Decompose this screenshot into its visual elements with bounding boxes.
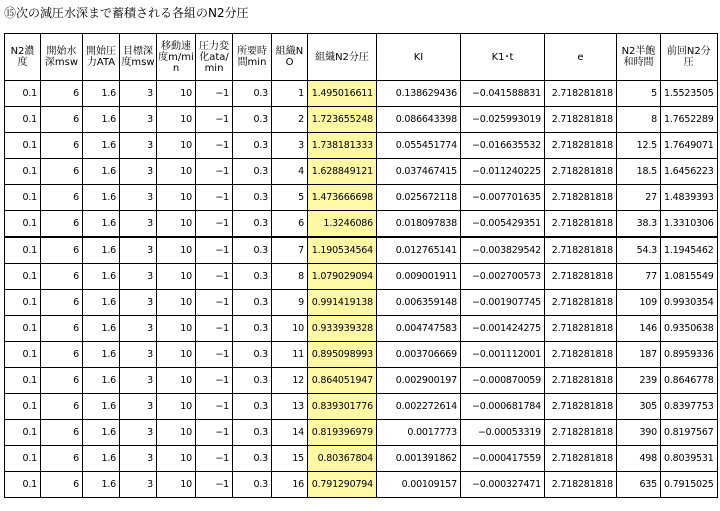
table-cell[interactable]: 0.004747583 — [377, 316, 461, 342]
table-cell[interactable]: 0.8039531 — [661, 446, 718, 472]
table-cell[interactable]: 7 — [272, 237, 308, 264]
sheet-title: ⑮次の減圧水深まで蓄積される各組のN2分圧 — [4, 6, 249, 20]
table-cell[interactable]: 0.1 — [5, 211, 41, 238]
table-cell[interactable]: 10 — [157, 211, 196, 238]
table-cell[interactable]: 6 — [41, 159, 83, 185]
table-cell[interactable]: 1.6 — [83, 133, 120, 159]
table-row — [5, 211, 718, 238]
table-cell[interactable]: 10 — [157, 264, 196, 290]
table-cell[interactable]: 3 — [272, 133, 308, 159]
table-cell[interactable]: −1 — [196, 211, 233, 238]
table-cell[interactable]: 0.3 — [233, 446, 272, 472]
table-cell[interactable]: 0.819396979 — [308, 420, 377, 446]
table-cell[interactable]: 2.718281818 — [545, 368, 617, 394]
table-row — [5, 446, 718, 472]
table-cell[interactable]: 1.473666698 — [308, 185, 377, 211]
header-travel-rate: 移動速度m/min — [157, 34, 196, 81]
table-cell[interactable]: 0.9350638 — [661, 316, 718, 342]
table-cell[interactable]: 0.3 — [233, 133, 272, 159]
table-cell[interactable]: 0.1 — [5, 185, 41, 211]
table-cell[interactable]: −0.000417559 — [461, 446, 545, 472]
table-cell[interactable]: 77 — [617, 264, 661, 290]
table-cell[interactable]: 6 — [41, 290, 83, 316]
table-cell[interactable]: 27 — [617, 185, 661, 211]
table-cell[interactable]: 0.3 — [233, 237, 272, 264]
table-cell[interactable]: 11 — [272, 342, 308, 368]
table-cell[interactable]: −0.003829542 — [461, 237, 545, 264]
table-cell[interactable]: 1.6 — [83, 290, 120, 316]
table-cell[interactable]: −0.007701635 — [461, 185, 545, 211]
table-cell[interactable]: 1.6 — [83, 81, 120, 107]
table-cell[interactable]: 0.1 — [5, 237, 41, 264]
table-cell[interactable]: 2.718281818 — [545, 394, 617, 420]
header-ki: KI — [377, 34, 461, 81]
table-cell[interactable]: 2.718281818 — [545, 264, 617, 290]
table-cell[interactable]: 0.1 — [5, 342, 41, 368]
table-row — [5, 316, 718, 342]
table-cell[interactable]: 0.009001911 — [377, 264, 461, 290]
table-cell[interactable]: −1 — [196, 446, 233, 472]
table-row — [5, 107, 718, 133]
table-cell[interactable]: 0.025672118 — [377, 185, 461, 211]
table-cell[interactable]: 0.1 — [5, 133, 41, 159]
table-row — [5, 185, 718, 211]
table-cell[interactable]: 6 — [41, 81, 83, 107]
table-row — [5, 159, 718, 185]
header-half-time: N2半飽和時間 — [617, 34, 661, 81]
table-cell[interactable]: −1 — [196, 472, 233, 498]
table-cell[interactable]: 3 — [120, 290, 157, 316]
table-cell[interactable]: 1.0815549 — [661, 264, 718, 290]
header-tissue-no: 組織NO — [272, 34, 308, 81]
table-cell[interactable]: 1.3246086 — [308, 211, 377, 238]
table-cell[interactable]: 3 — [120, 316, 157, 342]
table-cell[interactable]: −1 — [196, 133, 233, 159]
table-cell[interactable]: 0.9930354 — [661, 290, 718, 316]
table-cell[interactable]: 2.718281818 — [545, 342, 617, 368]
table-cell[interactable]: 0.002900197 — [377, 368, 461, 394]
table-cell[interactable]: 0.003706669 — [377, 342, 461, 368]
table-cell[interactable]: 10 — [157, 420, 196, 446]
table-cell[interactable]: 0.895098993 — [308, 342, 377, 368]
table-cell[interactable]: 10 — [272, 316, 308, 342]
header-row — [5, 34, 718, 81]
table-cell[interactable]: 6 — [41, 264, 83, 290]
table-row — [5, 472, 718, 498]
table-cell[interactable]: 1.4839393 — [661, 185, 718, 211]
table-cell[interactable]: 3 — [120, 185, 157, 211]
table-cell[interactable]: 0.0017773 — [377, 420, 461, 446]
table-cell[interactable]: 10 — [157, 107, 196, 133]
header-required-time: 所要時間min — [233, 34, 272, 81]
table-cell[interactable]: 13 — [272, 394, 308, 420]
table-body — [5, 81, 718, 498]
table-cell[interactable]: 1.190534564 — [308, 237, 377, 264]
table-cell[interactable]: 1.6456223 — [661, 159, 718, 185]
table-cell[interactable]: 3 — [120, 446, 157, 472]
table-cell[interactable]: 10 — [157, 81, 196, 107]
table-cell[interactable]: 6 — [41, 316, 83, 342]
table-row — [5, 394, 718, 420]
table-cell[interactable]: −0.002700573 — [461, 264, 545, 290]
table-cell[interactable]: 0.80367804 — [308, 446, 377, 472]
table-cell[interactable]: 0.3 — [233, 264, 272, 290]
table-cell[interactable]: 2.718281818 — [545, 159, 617, 185]
header-e: e — [545, 34, 617, 81]
table-cell[interactable]: 1 — [272, 81, 308, 107]
table-cell[interactable]: 1.6 — [83, 159, 120, 185]
table-cell[interactable]: 3 — [120, 211, 157, 238]
table-row — [5, 133, 718, 159]
table-cell[interactable]: −1 — [196, 159, 233, 185]
header-start-depth: 開始水深msw — [41, 34, 83, 81]
table-cell[interactable]: 0.055451774 — [377, 133, 461, 159]
table-cell[interactable]: 10 — [157, 472, 196, 498]
table-cell[interactable]: −1 — [196, 237, 233, 264]
table-cell[interactable]: −0.001112001 — [461, 342, 545, 368]
table-cell[interactable]: 0.1 — [5, 159, 41, 185]
table-cell[interactable]: 16 — [272, 472, 308, 498]
table-cell[interactable]: 6 — [41, 420, 83, 446]
table-cell[interactable]: 0.991419138 — [308, 290, 377, 316]
table-cell[interactable]: 1.6 — [83, 368, 120, 394]
table-cell[interactable]: 0.1 — [5, 394, 41, 420]
table-cell[interactable]: 0.1 — [5, 472, 41, 498]
table-cell[interactable]: −0.00053319 — [461, 420, 545, 446]
table-cell[interactable]: 6 — [41, 211, 83, 238]
table-cell[interactable]: 0.3 — [233, 368, 272, 394]
table-cell[interactable]: 3 — [120, 81, 157, 107]
table-cell[interactable]: 2.718281818 — [545, 446, 617, 472]
table-cell[interactable]: 1.3310306 — [661, 211, 718, 238]
table-cell[interactable]: −1 — [196, 420, 233, 446]
table-cell[interactable]: 3 — [120, 472, 157, 498]
table-cell[interactable]: 10 — [157, 316, 196, 342]
table-cell[interactable]: 3 — [120, 159, 157, 185]
table-cell[interactable]: −0.016635532 — [461, 133, 545, 159]
table-row — [5, 264, 718, 290]
table-cell[interactable]: 9 — [272, 290, 308, 316]
table-cell[interactable]: −1 — [196, 394, 233, 420]
table-cell[interactable]: 0.018097838 — [377, 211, 461, 238]
table-cell[interactable]: 14 — [272, 420, 308, 446]
table-cell[interactable]: 6 — [272, 211, 308, 238]
table-cell[interactable]: −0.000870059 — [461, 368, 545, 394]
table-cell[interactable]: 3 — [120, 107, 157, 133]
table-cell[interactable]: −1 — [196, 185, 233, 211]
table-cell[interactable]: 1.6 — [83, 107, 120, 133]
table-cell[interactable]: −1 — [196, 368, 233, 394]
table-cell[interactable]: 0.3 — [233, 420, 272, 446]
table-cell[interactable]: 0.1 — [5, 446, 41, 472]
table-cell[interactable]: 1.6 — [83, 472, 120, 498]
header-target-depth: 目標深度msw — [120, 34, 157, 81]
table-cell[interactable]: 0.8197567 — [661, 420, 718, 446]
table-cell[interactable]: 15 — [272, 446, 308, 472]
header-start-pressure: 開始圧力ATA — [83, 34, 120, 81]
table-cell[interactable]: −1 — [196, 316, 233, 342]
table-cell[interactable]: −0.025993019 — [461, 107, 545, 133]
table-cell[interactable]: −0.000327471 — [461, 472, 545, 498]
table-cell[interactable]: 0.3 — [233, 107, 272, 133]
table-cell[interactable]: 6 — [41, 185, 83, 211]
table-cell[interactable]: 0.8646778 — [661, 368, 718, 394]
table-cell[interactable]: 6 — [41, 342, 83, 368]
table-cell[interactable]: 305 — [617, 394, 661, 420]
table-cell[interactable]: 1.6 — [83, 446, 120, 472]
table-cell[interactable]: 6 — [41, 394, 83, 420]
table-cell[interactable]: 5 — [617, 81, 661, 107]
table-cell[interactable]: 3 — [120, 237, 157, 264]
table-cell[interactable]: 3 — [120, 342, 157, 368]
table-cell[interactable]: 1.723655248 — [308, 107, 377, 133]
table-cell[interactable]: 10 — [157, 446, 196, 472]
table-cell[interactable]: −0.001424275 — [461, 316, 545, 342]
table-cell[interactable]: 2.718281818 — [545, 81, 617, 107]
table-cell[interactable]: 3 — [120, 264, 157, 290]
table-row — [5, 368, 718, 394]
table-cell[interactable]: 0.8397753 — [661, 394, 718, 420]
table-cell[interactable]: 12.5 — [617, 133, 661, 159]
header-k1t: K1･t — [461, 34, 545, 81]
table-cell[interactable]: 1.6 — [83, 237, 120, 264]
header-pressure-change: 圧力変化ata/min — [196, 34, 233, 81]
table-cell[interactable]: 3 — [120, 394, 157, 420]
table-cell[interactable]: 6 — [41, 237, 83, 264]
table-cell[interactable]: 0.002272614 — [377, 394, 461, 420]
table-cell[interactable]: 10 — [157, 368, 196, 394]
table-cell[interactable]: 1.6 — [83, 316, 120, 342]
table-cell[interactable]: 2.718281818 — [545, 290, 617, 316]
table-cell[interactable]: 4 — [272, 159, 308, 185]
table-cell[interactable]: 1.7652289 — [661, 107, 718, 133]
table-cell[interactable]: −0.001907745 — [461, 290, 545, 316]
table-cell[interactable]: 2.718281818 — [545, 237, 617, 264]
table-cell[interactable]: 5 — [272, 185, 308, 211]
table-cell[interactable]: 390 — [617, 420, 661, 446]
table-cell[interactable]: 6 — [41, 107, 83, 133]
table-cell[interactable]: 498 — [617, 446, 661, 472]
table-cell[interactable]: 2 — [272, 107, 308, 133]
table-cell[interactable]: 0.037467415 — [377, 159, 461, 185]
table-cell[interactable]: 1.079029094 — [308, 264, 377, 290]
table-cell[interactable]: −1 — [196, 107, 233, 133]
table-cell[interactable]: 187 — [617, 342, 661, 368]
table-cell[interactable]: 10 — [157, 342, 196, 368]
table-cell[interactable]: 1.7649071 — [661, 133, 718, 159]
table-cell[interactable]: −0.041588831 — [461, 81, 545, 107]
table-cell[interactable]: 1.6 — [83, 211, 120, 238]
table-cell[interactable]: 2.718281818 — [545, 185, 617, 211]
table-cell[interactable]: 0.3 — [233, 211, 272, 238]
table-cell[interactable]: 1.1945462 — [661, 237, 718, 264]
table-cell[interactable]: 2.718281818 — [545, 472, 617, 498]
header-n2-concentration: N2濃度 — [5, 34, 41, 81]
table-cell[interactable]: 109 — [617, 290, 661, 316]
table-cell[interactable]: 8 — [617, 107, 661, 133]
table-cell[interactable]: 3 — [120, 133, 157, 159]
table-cell[interactable]: 0.3 — [233, 159, 272, 185]
table-cell[interactable]: 3 — [120, 420, 157, 446]
table-cell[interactable]: 0.1 — [5, 368, 41, 394]
table-cell[interactable]: −1 — [196, 290, 233, 316]
table-row — [5, 420, 718, 446]
table-cell[interactable]: 2.718281818 — [545, 133, 617, 159]
table-cell[interactable]: 0.1 — [5, 290, 41, 316]
table-cell[interactable]: 1.6 — [83, 420, 120, 446]
table-cell[interactable]: 38.3 — [617, 211, 661, 238]
table-cell[interactable]: 0.3 — [233, 342, 272, 368]
table-cell[interactable]: −0.011240225 — [461, 159, 545, 185]
table-cell[interactable]: −1 — [196, 81, 233, 107]
table-cell[interactable]: 2.718281818 — [545, 316, 617, 342]
table-cell[interactable]: 3 — [120, 368, 157, 394]
table-cell[interactable]: 1.6 — [83, 342, 120, 368]
table-cell[interactable]: 0.1 — [5, 81, 41, 107]
table-cell[interactable]: 0.3 — [233, 394, 272, 420]
table-cell[interactable]: 0.1 — [5, 420, 41, 446]
table-cell[interactable]: 0.791290794 — [308, 472, 377, 498]
table-cell[interactable]: 1.628849121 — [308, 159, 377, 185]
table-cell[interactable]: 0.006359148 — [377, 290, 461, 316]
table-cell[interactable]: 6 — [41, 133, 83, 159]
table-cell[interactable]: 0.3 — [233, 185, 272, 211]
table-cell[interactable]: 1.5523505 — [661, 81, 718, 107]
table-cell[interactable]: 239 — [617, 368, 661, 394]
table-cell[interactable]: 0.864051947 — [308, 368, 377, 394]
table-cell[interactable]: 2.718281818 — [545, 211, 617, 238]
table-cell[interactable]: 0.00109157 — [377, 472, 461, 498]
table-cell[interactable]: 10 — [157, 237, 196, 264]
table-cell[interactable]: 0.001391862 — [377, 446, 461, 472]
table-cell[interactable]: −0.000681784 — [461, 394, 545, 420]
table-cell[interactable]: 1.6 — [83, 394, 120, 420]
table-cell[interactable]: 0.1 — [5, 107, 41, 133]
table-cell[interactable]: 6 — [41, 368, 83, 394]
table-cell[interactable]: 0.3 — [233, 472, 272, 498]
table-cell[interactable]: 0.839301776 — [308, 394, 377, 420]
table-cell[interactable]: 0.933939328 — [308, 316, 377, 342]
table-cell[interactable]: 6 — [41, 446, 83, 472]
table-row — [5, 342, 718, 368]
table-cell[interactable]: 6 — [41, 472, 83, 498]
table-cell[interactable]: 0.138629436 — [377, 81, 461, 107]
table-cell[interactable]: 10 — [157, 159, 196, 185]
table-cell[interactable]: 12 — [272, 368, 308, 394]
table-cell[interactable]: 0.1 — [5, 316, 41, 342]
table-cell[interactable]: 0.3 — [233, 81, 272, 107]
table-cell[interactable]: 0.012765141 — [377, 237, 461, 264]
header-tissue-n2: 組織N2分圧 — [308, 34, 377, 81]
table-cell[interactable]: 635 — [617, 472, 661, 498]
table-cell[interactable]: −1 — [196, 342, 233, 368]
table-cell[interactable]: 1.6 — [83, 185, 120, 211]
table-cell[interactable]: 2.718281818 — [545, 107, 617, 133]
table-cell[interactable]: 0.7915025 — [661, 472, 718, 498]
table-cell[interactable]: 0.8959336 — [661, 342, 718, 368]
table-cell[interactable]: 10 — [157, 394, 196, 420]
table-cell[interactable]: −1 — [196, 264, 233, 290]
table-cell[interactable]: 54.3 — [617, 237, 661, 264]
table-cell[interactable]: 146 — [617, 316, 661, 342]
table-cell[interactable]: 8 — [272, 264, 308, 290]
table-cell[interactable]: −0.005429351 — [461, 211, 545, 238]
table-cell[interactable]: 1.6 — [83, 264, 120, 290]
table-row — [5, 237, 718, 264]
table-cell[interactable]: 10 — [157, 185, 196, 211]
table-cell[interactable]: 2.718281818 — [545, 420, 617, 446]
table-cell[interactable]: 0.1 — [5, 264, 41, 290]
table-row — [5, 81, 718, 107]
table-cell[interactable]: 0.3 — [233, 316, 272, 342]
header-prev-n2: 前回N2分圧 — [661, 34, 718, 81]
table-cell[interactable]: 0.3 — [233, 290, 272, 316]
table-cell[interactable]: 18.5 — [617, 159, 661, 185]
table-cell[interactable]: 0.086643398 — [377, 107, 461, 133]
table-cell[interactable]: 10 — [157, 133, 196, 159]
n2-pressure-table — [4, 33, 718, 498]
table-cell[interactable]: 1.495016611 — [308, 81, 377, 107]
table-row — [5, 290, 718, 316]
table-cell[interactable]: 1.738181333 — [308, 133, 377, 159]
table-cell[interactable]: 10 — [157, 290, 196, 316]
